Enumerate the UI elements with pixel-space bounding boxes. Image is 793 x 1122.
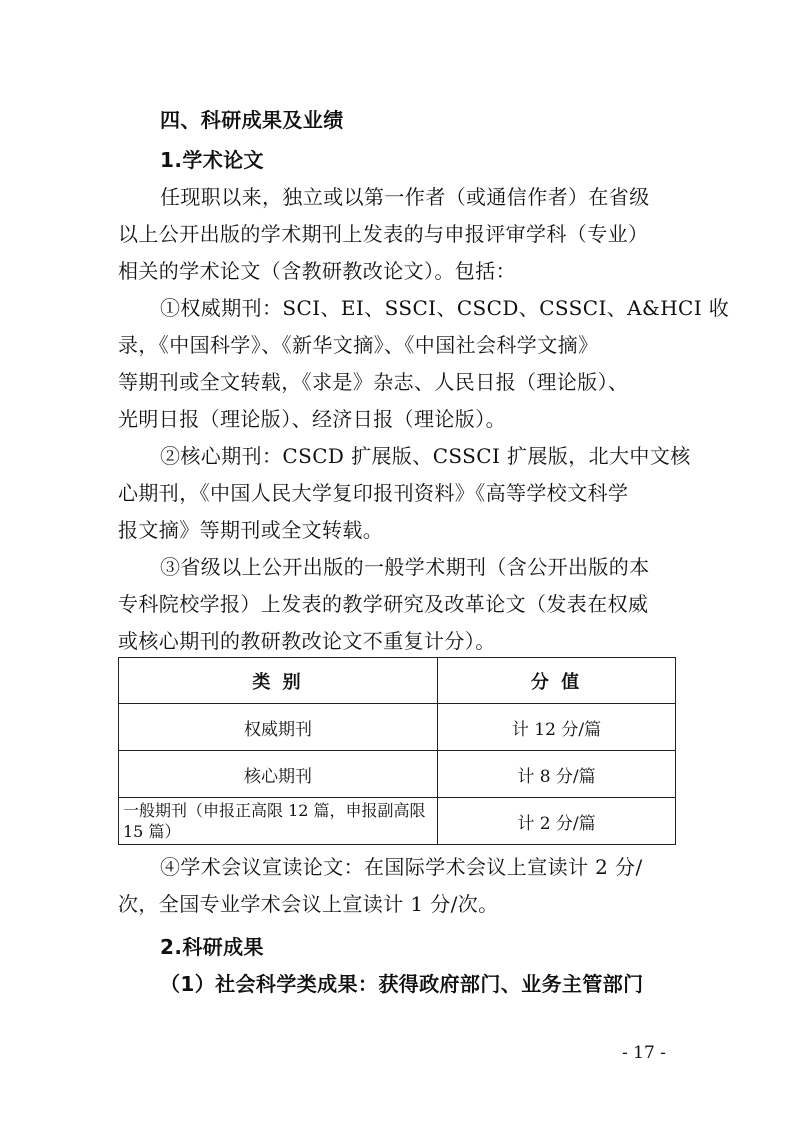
- paragraph-line: ③省级以上公开出版的一般学术期刊（含公开出版的本: [160, 555, 650, 579]
- paragraph-line: 录，《中国科学》、《新华文摘》、《中国社会科学文摘》: [118, 333, 599, 357]
- table-cell: 一般期刊（申报正高限 12 篇，申报副高限 15 篇）: [119, 798, 438, 845]
- paragraph-line: 次，全国专业学术会议上宣读计 1 分/次。: [118, 892, 499, 916]
- table-header-category: 类 别: [119, 658, 438, 704]
- table-row: [119, 798, 676, 845]
- paragraph-line: 或核心期刊的教研教改论文不重复计分）。: [118, 629, 496, 653]
- section-heading: 四、科研成果及业绩: [160, 108, 344, 132]
- page-number: - 17 -: [622, 1043, 666, 1063]
- paragraph-line: 光明日报（理论版）、经济日报（理论版）。: [118, 407, 506, 431]
- paragraph-line: ②核心期刊：CSCD 扩展版、CSSCI 扩展版，北大中文核: [160, 444, 691, 468]
- table-cell: 计 2 分/篇: [438, 798, 676, 845]
- paragraph-line: 以上公开出版的学术期刊上发表的与申报评审学科（专业）: [118, 222, 649, 246]
- table-row: [119, 704, 676, 751]
- table-cell: 权威期刊: [119, 704, 438, 751]
- paragraph-line: ④学术会议宣读论文：在国际学术会议上宣读计 2 分/: [160, 855, 643, 879]
- table-cell: 计 12 分/篇: [438, 704, 676, 751]
- table-row: [119, 751, 676, 798]
- paragraph-line: ①权威期刊：SCI、EI、SSCI、CSCD、CSSCI、A&HCI 收: [160, 296, 730, 320]
- subsection-heading-2: 2.科研成果: [160, 935, 264, 959]
- table-cell: 核心期刊: [119, 751, 438, 798]
- paragraph-line: 专科院校学报）上发表的教学研究及改革论文（发表在权威: [118, 592, 649, 616]
- paragraph-line: 心期刊，《中国人民大学复印报刊资料》《高等学校文科学: [118, 481, 629, 505]
- table-header-score: 分 值: [438, 658, 676, 704]
- paragraph-line: 报文摘》等期刊或全文转载。: [118, 518, 384, 542]
- paragraph-line: 任现职以来，独立或以第一作者（或通信作者）在省级: [160, 185, 650, 209]
- paragraph-line: 相关的学术论文（含教研教改论文）。包括：: [118, 259, 516, 283]
- score-table: [118, 657, 676, 845]
- table-cell: 计 8 分/篇: [438, 751, 676, 798]
- subsection-heading-1: 1.学术论文: [160, 148, 264, 172]
- table-header-row: [119, 658, 676, 704]
- subsection-heading-2-1: （1）社会科学类成果：获得政府部门、业务主管部门: [160, 972, 644, 996]
- paragraph-line: 等期刊或全文转载，《求是》杂志、人民日报（理论版）、: [118, 370, 629, 394]
